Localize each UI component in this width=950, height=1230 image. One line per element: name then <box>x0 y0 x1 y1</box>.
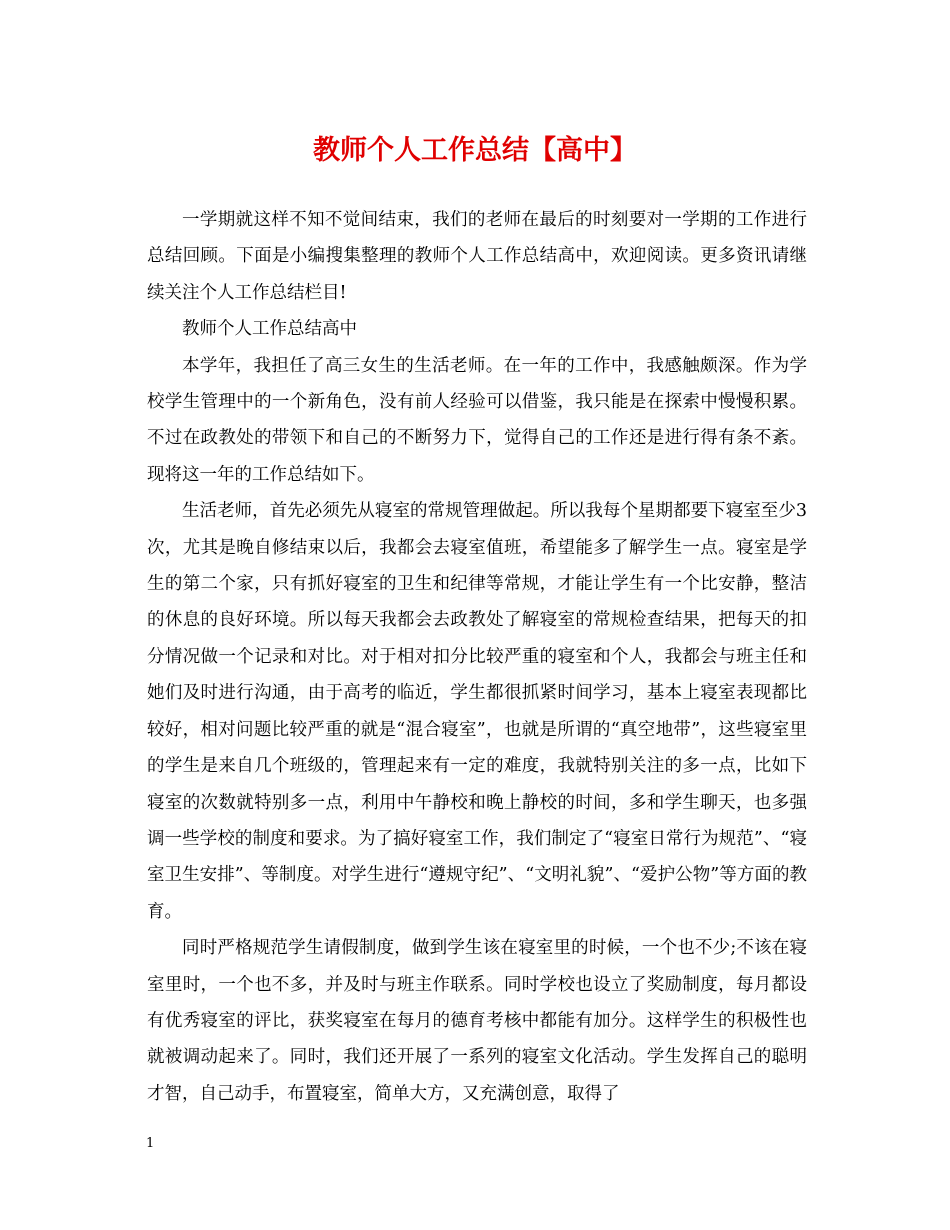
body-paragraph: 同时严格规范学生请假制度，做到学生该在寝室里的时候，一个也不少;不该在寝室里时，一个也不多，并及时与班主作联系。同时学校也设立了奖励制度，每月都设有优秀寝室的评比，获奖寝室在每月的德育考核中都能有加分。这样学生的积极性也就被调动起来了。同时，我们还开展了一系列的寝室文化活动。学生发挥自己的聪明才智，自己动手，布置寝室，简单大方，又充满创意，取得了 <box>147 938 807 1104</box>
page-number: 1 <box>146 1136 155 1151</box>
section-heading: 教师个人工作总结高中 <box>182 319 357 340</box>
document-title: 教师个人工作总结【高中】 <box>313 135 637 166</box>
body-paragraph: 生活老师，首先必须先从寝室的常规管理做起。所以我每个星期都要下寝室至少3次，尤其是晚自修结束以后，我都会去寝室值班，希望能多了解学生一点。寝室是学生的第二个家，只有抓好寝室的卫生和纪律等常规，才能让学生有一个比安静，整洁的休息的良好环境。所以每天我都会去政教处了解寝室的常规检查结果，把每天的扣分情况做一个记录和对比。对于相对扣分比较严重的寝室和个人，我都会与班主任和她们及时进行沟通，由于高考的临近，学生都很抓紧时间学习，基本上寝室表现都比较好，相对问题比较严重的就是“混合寝室”，也就是所谓的“真空地带”，这些寝室里的学生是来自几个班级的，管理起来有一定的难度，我就特别关注的多一点，比如下寝室的次数就特别多一点，利用中午静校和晚上静校的时间，多和学生聊天，也多强调一些学校的制度和要求。为了搞好寝室工作，我们制定了“寝室日常行为规范”、“寝室卫生安排”、等制度。对学生进行“遵规守纪”、“文明礼貌”、“爱护公物”等方面的教育。 <box>147 501 807 922</box>
intro-paragraph: 一学期就这样不知不觉间结束，我们的老师在最后的时刻要对一学期的工作进行总结回顾。下面是小编搜集整理的教师个人工作总结高中，欢迎阅读。更多资讯请继续关注个人工作总结栏目! <box>147 210 807 303</box>
document-body <box>147 202 807 1112</box>
body-paragraph: 本学年，我担任了高三女生的生活老师。在一年的工作中，我感触颇深。作为学校学生管理中的一个新角色，没有前人经验可以借鉴，我只能是在探索中慢慢积累。不过在政教处的带领下和自己的不断努力下，觉得自己的工作还是进行得有条不紊。现将这一年的工作总结如下。 <box>147 355 807 485</box>
